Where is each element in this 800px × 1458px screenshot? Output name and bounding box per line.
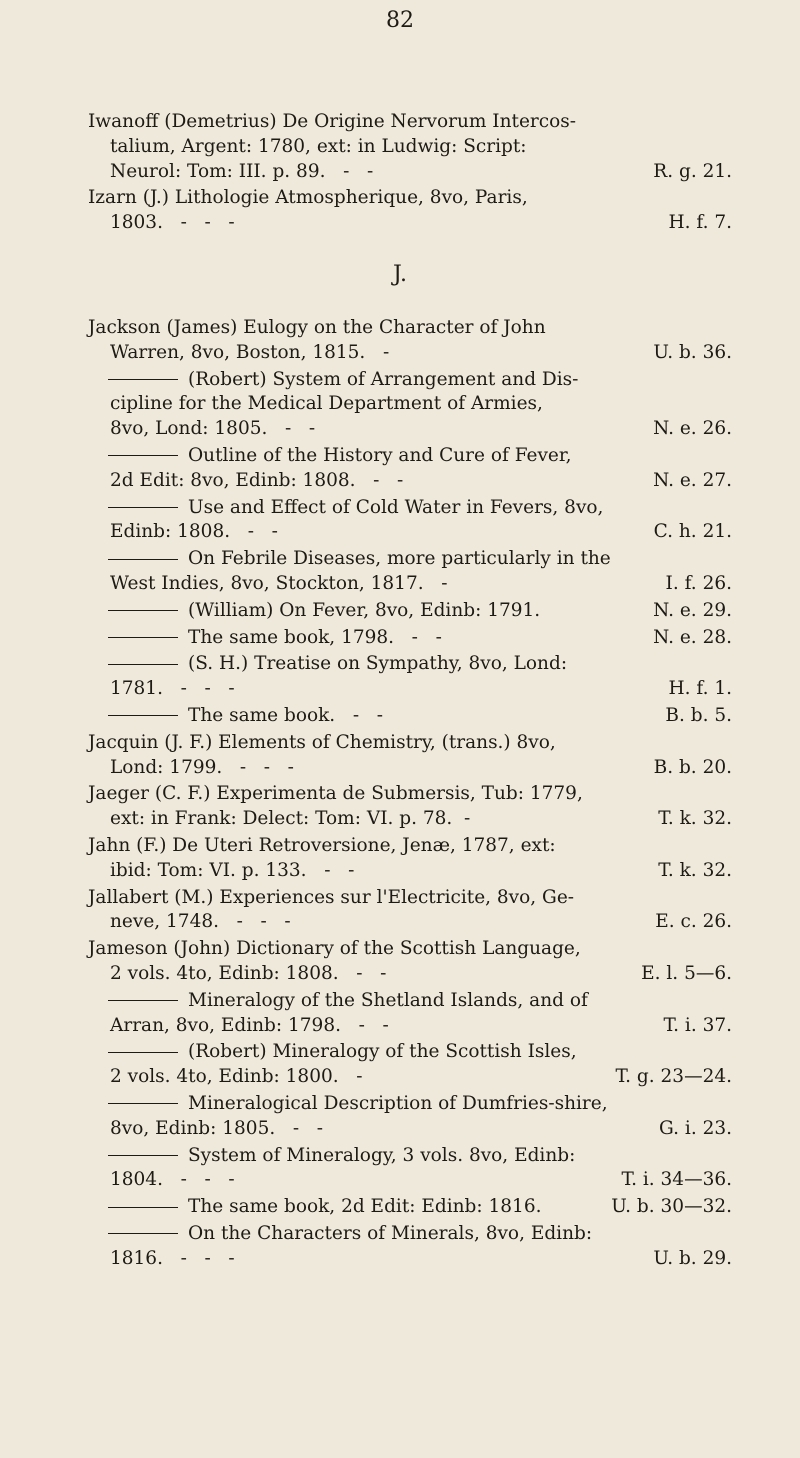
entry-text: Iwanoff (Demetrius) De Origine Nervorum Intercos- bbox=[88, 111, 576, 132]
ditto-dash bbox=[108, 455, 178, 456]
bibliography-entry bbox=[88, 937, 732, 987]
shelf-reference: T. k. 32. bbox=[658, 859, 732, 881]
entry-line bbox=[88, 599, 732, 624]
entry-text: Jackson (James) Eulogy on the Character of John bbox=[88, 317, 546, 338]
ditto-dash bbox=[108, 379, 178, 380]
bibliography-entry bbox=[88, 316, 732, 366]
page-number: 82 bbox=[386, 8, 414, 33]
entry-line bbox=[88, 547, 732, 572]
bibliography-entry bbox=[88, 368, 732, 442]
entry-line bbox=[88, 1168, 732, 1193]
entry-text: The same book, 2d Edit: Edinb: 1816. bbox=[188, 1196, 542, 1218]
shelf-reference: N. e. 26. bbox=[653, 418, 732, 440]
entry-line bbox=[88, 160, 732, 185]
entry-text: 1781. - - - bbox=[110, 678, 235, 700]
entry-text: Izarn (J.) Lithologie Atmospherique, 8vo, Paris, bbox=[88, 187, 528, 209]
shelf-reference: N. e. 28. bbox=[653, 626, 732, 648]
entry-line bbox=[88, 807, 732, 832]
bibliography-entry bbox=[88, 1144, 732, 1194]
entry-text: On the Characters of Minerals, 8vo, Edinb: bbox=[188, 1222, 593, 1244]
shelf-reference: B. b. 20. bbox=[653, 756, 732, 778]
entry-line bbox=[88, 368, 732, 393]
entry-line bbox=[88, 731, 732, 756]
ditto-dash bbox=[108, 664, 178, 665]
top-entry-list bbox=[88, 110, 732, 238]
entry-text: Jallabert (M.) Experiences sur l'Electricite, 8vo, Ge- bbox=[88, 886, 575, 908]
bibliography-entry bbox=[88, 886, 732, 936]
entry-line bbox=[88, 1040, 732, 1065]
shelf-reference: C. h. 21. bbox=[653, 521, 732, 543]
entry-text: ext: in Frank: Delect: Tom: VI. p. 78. - bbox=[110, 808, 471, 830]
entry-text: West Indies, 8vo, Stockton, 1817. - bbox=[110, 572, 448, 594]
entry-line bbox=[88, 704, 732, 729]
entry-text: (Robert) Mineralogy of the Scottish Isles, bbox=[188, 1041, 577, 1063]
bibliography-entry bbox=[88, 496, 732, 546]
entry-line bbox=[88, 626, 732, 651]
entry-text: Mineralogical Description of Dumfries-shire, bbox=[188, 1092, 608, 1114]
entry-text: 1803. - - - bbox=[110, 212, 235, 234]
main-entry-list bbox=[88, 316, 732, 1273]
entry-line bbox=[88, 186, 732, 211]
bibliography-entry bbox=[88, 1092, 732, 1142]
ditto-dash bbox=[108, 637, 178, 638]
entry-line bbox=[88, 469, 732, 494]
entry-text: 1816. - - - bbox=[110, 1247, 235, 1269]
entry-text: System of Mineralogy, 3 vols. 8vo, Edinb: bbox=[188, 1144, 576, 1166]
shelf-reference: U. b. 29. bbox=[653, 1247, 732, 1269]
entry-text: Warren, 8vo, Boston, 1815. - bbox=[110, 341, 390, 363]
bibliography-entry bbox=[88, 626, 732, 651]
ditto-dash bbox=[108, 715, 178, 716]
ditto-dash bbox=[108, 1155, 178, 1156]
ditto-dash bbox=[108, 507, 178, 508]
entry-text: ibid: Tom: VI. p. 133. - - bbox=[110, 859, 355, 881]
entry-line bbox=[88, 135, 732, 160]
bibliography-entry bbox=[88, 599, 732, 624]
bibliography-entry bbox=[88, 444, 732, 494]
entry-text: 2 vols. 4to, Edinb: 1800. - bbox=[110, 1066, 363, 1088]
entry-line bbox=[88, 910, 732, 935]
entry-text: Use and Effect of Cold Water in Fevers, 8vo, bbox=[188, 496, 604, 518]
entry-text: 2 vols. 4to, Edinb: 1808. - - bbox=[110, 962, 387, 984]
bibliography-entry bbox=[88, 782, 732, 832]
bibliography-entry bbox=[88, 547, 732, 597]
entry-text: Jaeger (C. F.) Experimenta de Submersis, Tub: 1779, bbox=[88, 783, 583, 805]
entry-line bbox=[88, 677, 732, 702]
ditto-dash bbox=[108, 1103, 178, 1104]
entry-text: Lond: 1799. - - - bbox=[110, 756, 294, 778]
shelf-reference: T. i. 37. bbox=[663, 1014, 732, 1036]
shelf-reference: U. b. 36. bbox=[653, 341, 732, 363]
entry-line bbox=[88, 962, 732, 987]
entry-line bbox=[88, 572, 732, 597]
shelf-reference: U. b. 30—32. bbox=[611, 1196, 732, 1218]
shelf-reference: R. g. 21. bbox=[653, 160, 732, 182]
shelf-reference: T. k. 32. bbox=[658, 808, 732, 830]
entry-text: Jacquin (J. F.) Elements of Chemistry, (trans.) 8vo, bbox=[88, 731, 556, 753]
entry-line bbox=[88, 782, 732, 807]
entry-line bbox=[88, 1222, 732, 1247]
entry-line bbox=[88, 1092, 732, 1117]
entry-line bbox=[88, 520, 732, 545]
entry-text: talium, Argent: 1780, ext: in Ludwig: Script: bbox=[110, 135, 527, 157]
entry-text: 1804. - - - bbox=[110, 1169, 235, 1191]
ditto-dash bbox=[108, 1000, 178, 1001]
section-heading: J. bbox=[392, 262, 408, 287]
ditto-dash bbox=[108, 610, 178, 611]
entry-line bbox=[88, 316, 732, 341]
entry-text: Jameson (John) Dictionary of the Scottish Language, bbox=[88, 938, 581, 960]
shelf-reference: G. i. 23. bbox=[659, 1117, 732, 1139]
ditto-dash bbox=[108, 1052, 178, 1053]
bibliography-entry bbox=[88, 1195, 732, 1220]
bibliography-entry bbox=[88, 834, 732, 884]
shelf-reference: T. i. 34—36. bbox=[621, 1169, 732, 1191]
entry-line bbox=[88, 392, 732, 417]
entry-line bbox=[88, 834, 732, 859]
entry-line bbox=[88, 1065, 732, 1090]
entry-line bbox=[88, 110, 732, 135]
entry-text: Jahn (F.) De Uteri Retroversione, Jenæ, 1787, ext: bbox=[88, 834, 556, 856]
entry-line bbox=[88, 1144, 732, 1169]
shelf-reference: I. f. 26. bbox=[665, 572, 732, 594]
entry-text: 2d Edit: 8vo, Edinb: 1808. - - bbox=[110, 469, 404, 491]
entry-line bbox=[88, 1014, 732, 1039]
entry-line bbox=[88, 417, 732, 442]
bibliography-entry bbox=[88, 989, 732, 1039]
entry-text: On Febrile Diseases, more particularly in the bbox=[188, 548, 611, 570]
bibliography-entry bbox=[88, 1040, 732, 1090]
shelf-reference: E. c. 26. bbox=[655, 911, 732, 933]
entry-text: Neurol: Tom: III. p. 89. - - bbox=[110, 160, 374, 182]
shelf-reference: N. e. 29. bbox=[653, 599, 732, 621]
entry-text: (Robert) System of Arrangement and Dis- bbox=[188, 368, 579, 390]
entry-line bbox=[88, 1117, 732, 1142]
ditto-dash bbox=[108, 559, 178, 560]
shelf-reference: N. e. 27. bbox=[653, 469, 732, 491]
entry-line bbox=[88, 886, 732, 911]
bibliography-entry bbox=[88, 1222, 732, 1272]
bibliography-entry bbox=[88, 704, 732, 729]
entry-text: Mineralogy of the Shetland Islands, and of bbox=[188, 989, 588, 1011]
entry-text: neve, 1748. - - - bbox=[110, 911, 291, 933]
entry-line bbox=[88, 1195, 732, 1220]
ditto-dash bbox=[108, 1207, 178, 1208]
entry-line bbox=[88, 211, 732, 236]
shelf-reference: T. g. 23—24. bbox=[615, 1066, 732, 1088]
entry-line bbox=[88, 341, 732, 366]
shelf-reference: B. b. 5. bbox=[665, 704, 732, 726]
entry-line bbox=[88, 937, 732, 962]
entry-text: The same book. - - bbox=[188, 704, 383, 726]
entry-text: Edinb: 1808. - - bbox=[110, 521, 278, 543]
bibliography-entry bbox=[88, 110, 732, 184]
entry-line bbox=[88, 496, 732, 521]
bibliography-entry bbox=[88, 186, 732, 236]
entry-line bbox=[88, 444, 732, 469]
entry-text: (William) On Fever, 8vo, Edinb: 1791. bbox=[188, 599, 541, 621]
entry-line bbox=[88, 756, 732, 781]
ditto-dash bbox=[108, 1233, 178, 1234]
shelf-reference: H. f. 7. bbox=[668, 212, 732, 234]
entry-text: cipline for the Medical Department of Armies, bbox=[110, 393, 543, 415]
bibliography-entry bbox=[88, 731, 732, 781]
entry-text: Arran, 8vo, Edinb: 1798. - - bbox=[110, 1014, 389, 1036]
entry-line bbox=[88, 1247, 732, 1272]
bibliography-entry bbox=[88, 652, 732, 702]
entry-line bbox=[88, 859, 732, 884]
entry-text: The same book, 1798. - - bbox=[188, 626, 442, 648]
shelf-reference: H. f. 1. bbox=[668, 678, 732, 700]
entry-line bbox=[88, 989, 732, 1014]
shelf-reference: E. l. 5—6. bbox=[641, 962, 732, 984]
entry-text: 8vo, Edinb: 1805. - - bbox=[110, 1117, 324, 1139]
entry-text: 8vo, Lond: 1805. - - bbox=[110, 418, 316, 440]
entry-text: (S. H.) Treatise on Sympathy, 8vo, Lond: bbox=[188, 653, 568, 675]
entry-line bbox=[88, 652, 732, 677]
entry-text: Outline of the History and Cure of Fever, bbox=[188, 444, 572, 466]
